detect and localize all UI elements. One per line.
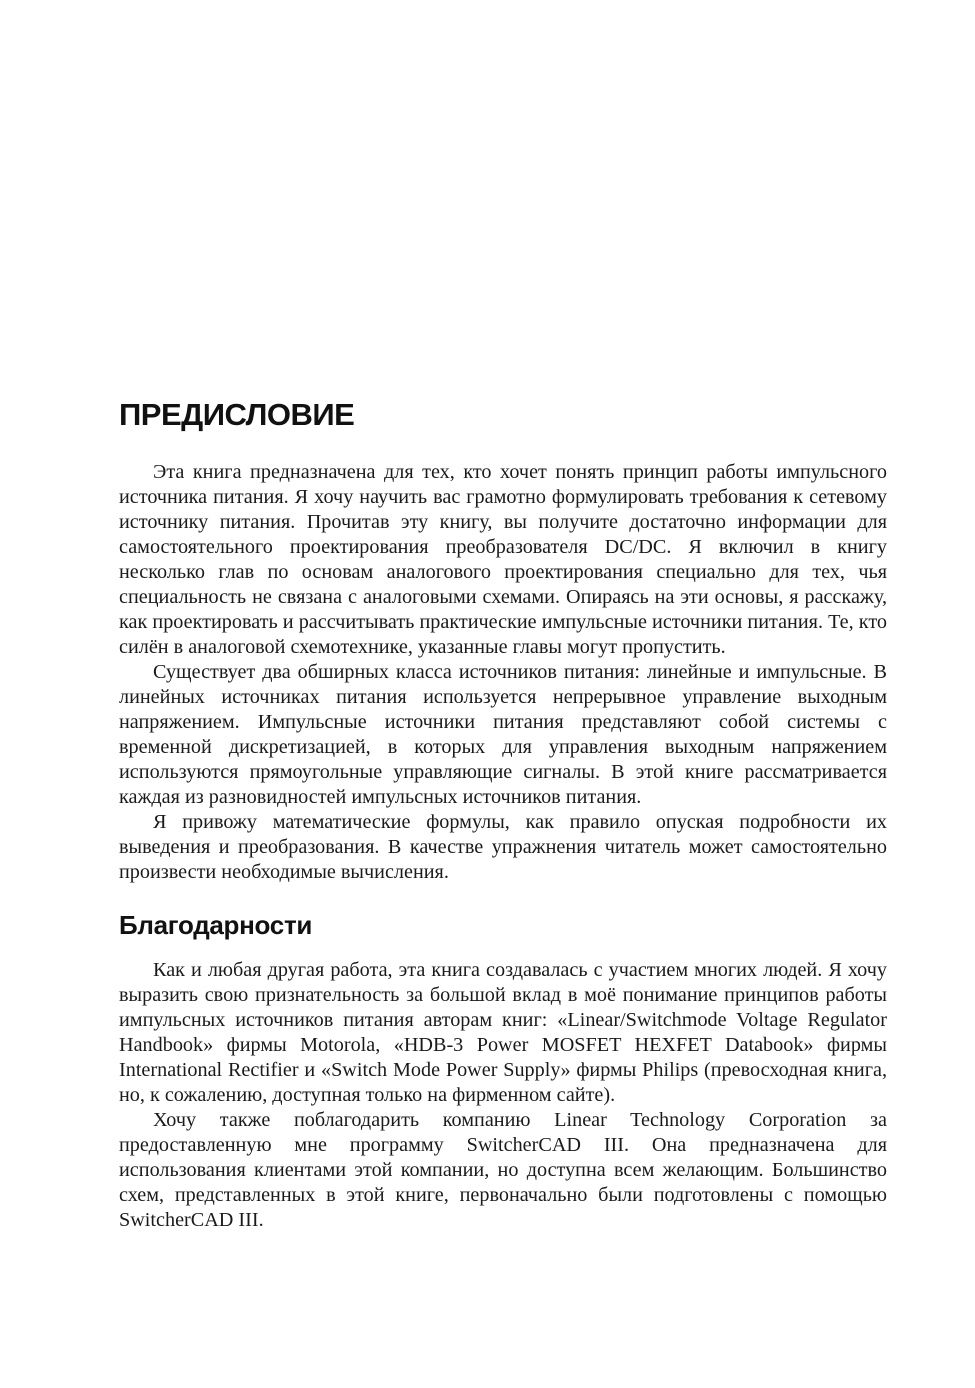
preface-paragraph-3: Я привожу математические формулы, как правило опуская подробности их выведения и преобразования. В качестве упражнения читатель может самостоятельно произвести необходимые вычисления.: [119, 811, 887, 883]
preface-paragraph-2: Существует два обширных класса источников питания: линейные и импульсные. В линейных источниках питания используется непрерывное управление выходным напряжением. Импульсные источники питания представляют собой системы с временной дискретизацией, в которых для управления выходным напряжением используются прямоугольные управляющие сигналы. В этой книге рассматривается каждая из разновидностей импульсных источников питания.: [119, 661, 887, 808]
page-content: [119, 396, 887, 1233]
preface-paragraph-1: Эта книга предназначена для тех, кто хочет понять принцип работы импульсного источника питания. Я хочу научить вас грамотно формулировать требования к сетевому источнику питания. Прочитав эту книгу, вы получите достаточно информации для самостоятельного проектирования преобразователя DC/DC. Я включил в книгу несколько глав по основам аналогового проектирования специально для тех, чья специальность не связана с аналоговыми схемами. Опираясь на эти основы, я расскажу, как проектировать и рассчитывать практические импульсные источники питания. Те, кто силён в аналоговой схемотехнике, указанные главы могут пропустить.: [119, 461, 887, 658]
section-title-acknowledgements: Благодарности: [119, 910, 313, 940]
chapter-title: ПРЕДИСЛОВИЕ: [119, 397, 355, 432]
acknowledgements-paragraph-1: Как и любая другая работа, эта книга создавалась с участием многих людей. Я хочу выразить свою признательность за большой вклад в моё понимание принципов работы импульсных источников питания авторам книг: «Linear/Switchmode Voltage Regulator Handbook» фирмы Motorola, «HDB-3 Power MOSFET HEXFET Databook» фирмы International Rectifier и «Switch Mode Power Supply» фирмы Philips (превосходная книга, но, к сожалению, доступная только на фирменном сайте).: [119, 959, 887, 1106]
acknowledgements-paragraph-2: Хочу также поблагодарить компанию Linear Technology Corporation за предоставленную мне программу SwitcherCAD III. Она предназначена для использования клиентами этой компании, но доступна всем желающим. Большинство схем, представленных в этой книге, первоначально были подготовлены с помощью SwitcherCAD III.: [119, 1109, 887, 1231]
